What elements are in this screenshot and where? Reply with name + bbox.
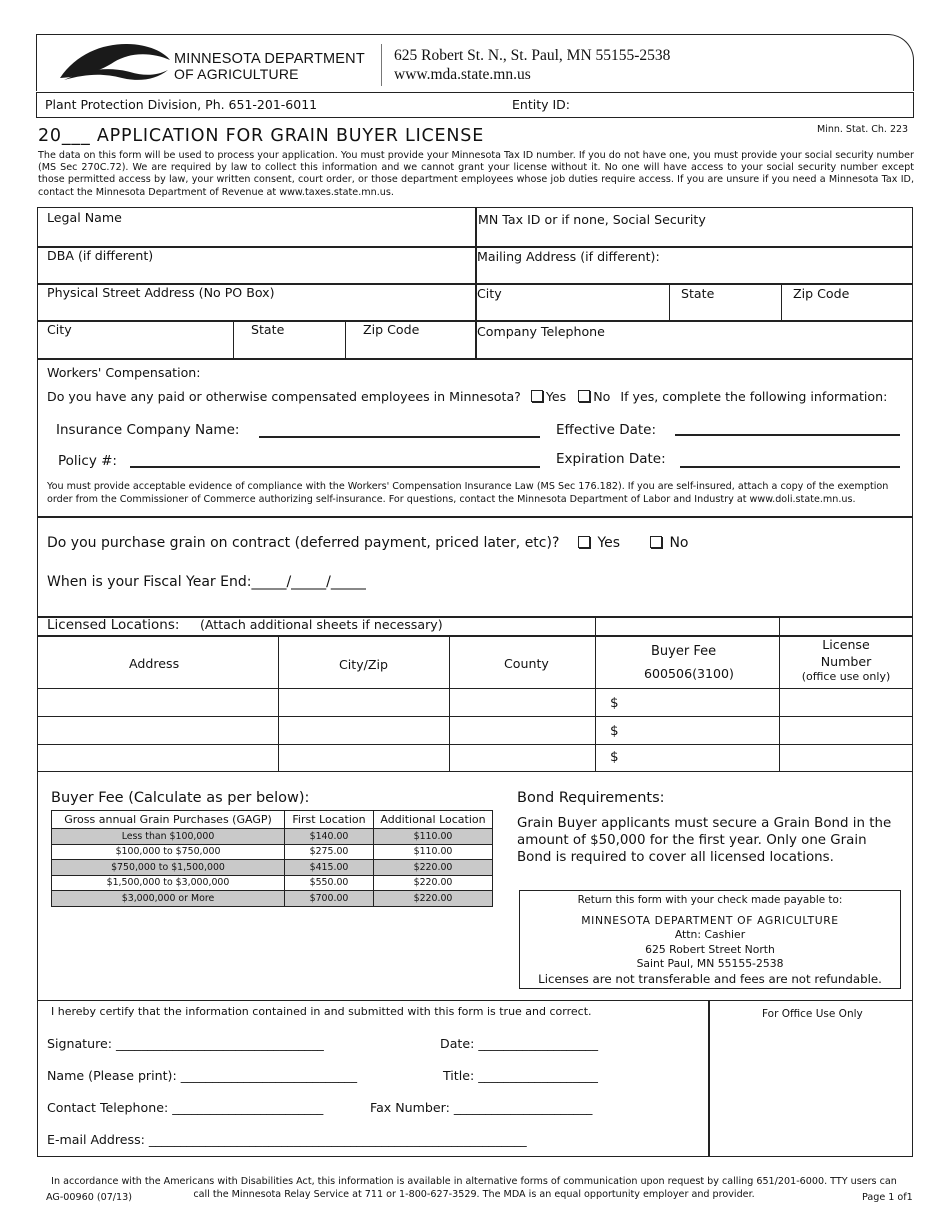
locations-note: (Attach additional sheets if necessary) — [200, 617, 443, 632]
fee-table: Gross annual Grain Purchases (GAGP) First Location Additional Location Less than $100,000 $140.00 $110.00 $100,000 to $750,000 $275.00 $110.00 $750,000 to $1,500,000 $415.00 $220.00 $1,500,000 to $3,000,000 $550.00 $220.00 $3,000,000 or More $700.00 $220.00 — [51, 810, 493, 907]
insurance-label: Insurance Company Name: — [56, 422, 240, 438]
policy-input[interactable] — [130, 466, 540, 468]
table-row: $100,000 to $750,000 $275.00 $110.00 — [52, 844, 493, 860]
mailing-zip-field[interactable]: Zip Code — [793, 286, 850, 301]
fax-field[interactable]: Fax Number: ______________________ — [370, 1100, 593, 1115]
col-buyer-fee: Buyer Fee — [651, 644, 717, 659]
effective-label: Effective Date: — [556, 422, 657, 438]
dba-field[interactable]: DBA (if different) — [47, 248, 154, 263]
signature-field[interactable]: Signature: _________________________________ — [47, 1036, 324, 1051]
mailing-address-field[interactable]: Mailing Address (if different): — [477, 249, 660, 264]
return-address-box: Return this form with your check made payable to: MINNESOTA DEPARTMENT OF AGRICULTURE Attn: Cashier 625 Robert Street North Saint Paul, MN 55155-2538 Licenses are not transferable and fees are not refundable. — [519, 890, 901, 989]
intro-text: The data on this form will be used to process your application. You must provide your Minnesota Tax ID number. If you do not have one, you must provide your social security number (MS Sec 270C.72). We are required by law to collect this information and we cannot grant your license without it. No one will have access to your social security number except those permitted access by law, your written consent, court order, or those department employees whose job duties require access. If you are unsure if you need a Minnesota Tax ID, contact the Minnesota Department of Revenue at www.taxes.state.mn.us. — [38, 150, 914, 198]
entity-id-label: Entity ID: — [512, 97, 570, 112]
insurance-input[interactable] — [259, 436, 540, 438]
website-link[interactable]: www.mda.state.mn.us — [394, 66, 531, 83]
tax-id-field[interactable]: MN Tax ID or if none, Social Security — [478, 212, 706, 227]
table-row: $1,500,000 to $3,000,000 $550.00 $220.00 — [52, 875, 493, 891]
col-cityzip: City/Zip — [339, 657, 389, 672]
physical-address-field[interactable]: Physical Street Address (No PO Box) — [47, 285, 275, 300]
checkbox-icon — [650, 536, 662, 548]
checkbox-icon — [578, 390, 590, 402]
zip-field[interactable]: Zip Code — [363, 322, 420, 337]
statute-ref: Minn. Stat. Ch. 223 — [817, 124, 909, 135]
mailing-state-field[interactable]: State — [681, 286, 715, 301]
locations-heading: Licensed Locations: — [47, 617, 180, 633]
checkbox-icon — [531, 390, 543, 402]
col-county: County — [504, 656, 549, 671]
expiration-date-input[interactable] — [680, 466, 900, 468]
email-field[interactable]: E-mail Address: ____________________________________________________________ — [47, 1132, 527, 1147]
expiration-label: Expiration Date: — [556, 451, 666, 467]
fiscal-year-field[interactable]: When is your Fiscal Year End:_____/_____/_____ — [47, 574, 366, 590]
workers-comp-note: You must provide acceptable evidence of compliance with the Workers' Compensation Insurance Law (MS Sec 176.182). If you are self-insured, attach a copy of the exemption order from the Commissioner of Commerce authorizing self-insurance. For questions, contact the Minnesota Department of Labor and Industry at www.doli.state.mn.us. — [47, 481, 889, 505]
employees-question: Do you have any paid or otherwise compensated employees in Minnesota? Yes No If yes, complete the following information: — [47, 389, 888, 404]
col-address: Address — [129, 656, 180, 671]
table-row: $750,000 to $1,500,000 $415.00 $220.00 — [52, 860, 493, 876]
name-field[interactable]: Name (Please print): ____________________________ — [47, 1068, 358, 1083]
header-divider — [381, 44, 382, 86]
location-row[interactable]: $ — [610, 723, 619, 739]
city-field[interactable]: City — [47, 322, 72, 337]
office-use-label: For Office Use Only — [762, 1008, 863, 1020]
mailing-city-field[interactable]: City — [477, 286, 502, 301]
legal-name-field[interactable]: Legal Name — [47, 210, 122, 225]
col-fee-code: 600506(3100) — [644, 666, 734, 681]
contract-no-checkbox[interactable]: No — [650, 535, 689, 551]
workers-comp-heading: Workers' Compensation: — [47, 365, 201, 380]
fee-heading: Buyer Fee (Calculate as per below): — [51, 790, 310, 806]
table-row: Less than $100,000 $140.00 $110.00 — [52, 829, 493, 845]
agency-name: MINNESOTA DEPARTMENT OF AGRICULTURE — [174, 51, 365, 82]
contract-question: Do you purchase grain on contract (deferred payment, priced later, etc)? — [47, 535, 560, 551]
employees-yes-checkbox[interactable]: Yes — [531, 389, 566, 404]
mda-logo-icon — [56, 40, 172, 82]
table-row: $3,000,000 or More $700.00 $220.00 — [52, 891, 493, 907]
bond-text: Grain Buyer applicants must secure a Grain Bond in the amount of $50,000 for the first year. Only one Grain Bond is required to cover all licensed locations. — [517, 816, 892, 865]
form-id: AG-00960 (07/13) — [46, 1192, 132, 1203]
contact-phone-field[interactable]: Contact Telephone: ________________________ — [47, 1100, 324, 1115]
location-row[interactable]: $ — [610, 749, 619, 765]
location-row[interactable]: $ — [610, 695, 619, 711]
effective-date-input[interactable] — [675, 434, 900, 436]
ada-notice: In accordance with the Americans with Disabilities Act, this information is available in alternative forms of communication upon request by calling 651/201-6000. TTY users can call the Minnesota Relay Service at 711 or 1-800-627-3529. The MDA is an equal opportunity employer and provider. — [51, 1176, 897, 1200]
checkbox-icon — [578, 536, 590, 548]
company-phone-field[interactable]: Company Telephone — [477, 324, 605, 339]
title-field[interactable]: Title: ___________________ — [443, 1068, 598, 1083]
date-field[interactable]: Date: ___________________ — [440, 1036, 598, 1051]
agency-address: 625 Robert St. N., St. Paul, MN 55155-2538 www.mda.state.mn.us — [394, 47, 671, 83]
page-number: Page 1 of1 — [862, 1192, 913, 1203]
bond-heading: Bond Requirements: — [517, 790, 665, 806]
state-field[interactable]: State — [251, 322, 285, 337]
employees-no-checkbox[interactable]: No — [578, 389, 610, 404]
contract-yes-checkbox[interactable]: Yes — [578, 535, 620, 551]
form-title: 20___ APPLICATION FOR GRAIN BUYER LICENSE — [38, 126, 485, 146]
certify-statement: I hereby certify that the information contained in and submitted with this form is true and correct. — [51, 1005, 592, 1018]
division-bar: Plant Protection Division, Ph. 651-201-6011 Entity ID: — [36, 92, 914, 118]
policy-label: Policy #: — [58, 453, 117, 469]
